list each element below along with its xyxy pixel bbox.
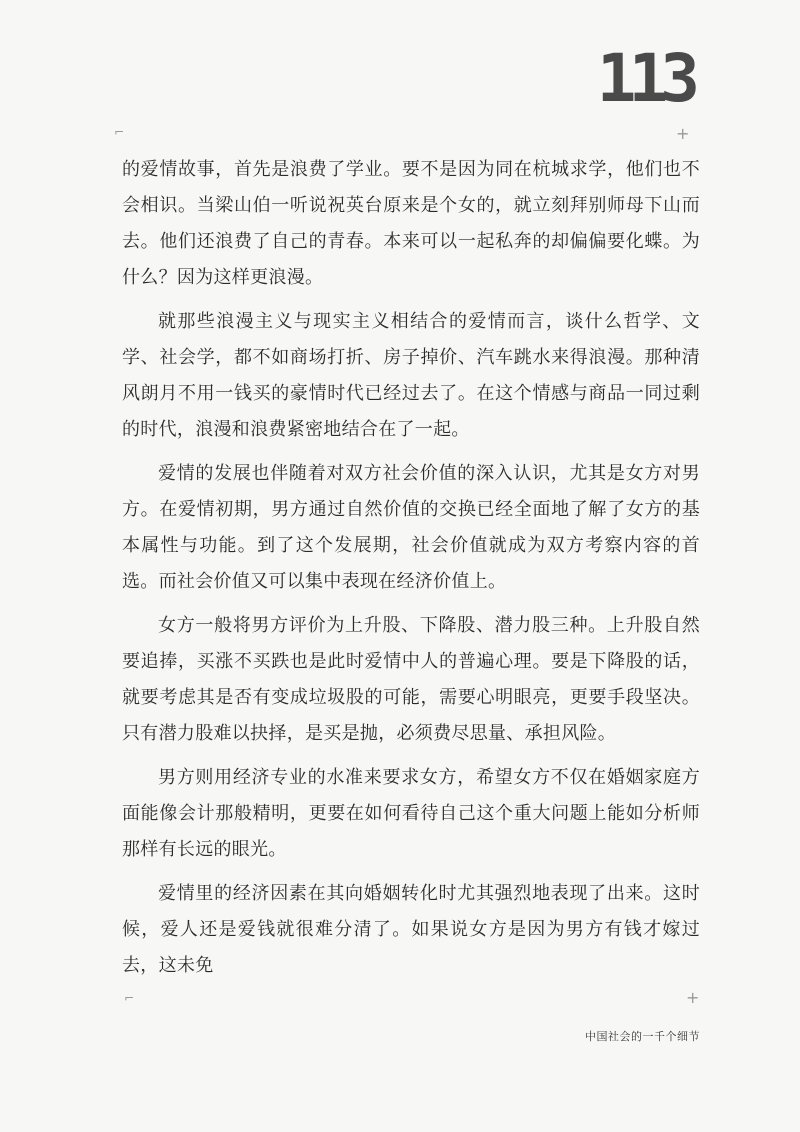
crop-mark-top-right-icon: + [676,124,690,143]
page-number: 113 [596,40,692,117]
paragraph: 爱情的发展也伴随着对双方社会价值的深入认识，尤其是女方对男方。在爱情初期，男方通过自然价值的交换已经全面地了解了女方的基本属性与功能。到了这个发展期，社会价值就成为双方考察内容的首选。而社会价值又可以集中表现在经济价值上。 [122,463,700,592]
body-text [122,152,700,984]
crop-mark-bottom-right-icon: + [686,988,700,1007]
crop-mark-top-left-icon: ⌐ [114,125,125,139]
paragraph: 爱情里的经济因素在其向婚姻转化时尤其强烈地表现了出来。这时候，爱人还是爱钱就很难分清了。如果说女方是因为男方有钱才嫁过去，这未免 [122,883,700,976]
paragraph: 女方一般将男方评价为上升股、下降股、潜力股三种。上升股自然要追捧，买涨不买跌也是此时爱情中人的普遍心理。要是下降股的话，就要考虑其是否有变成垃圾股的可能，需要心明眼亮，更要手段坚决。只有潜力股难以抉择，是买是抛，必须费尽思量、承担风险。 [122,615,700,744]
crop-mark-bottom-left-icon: ⌐ [124,991,135,1005]
paragraph: 男方则用经济专业的水准来要求女方，希望女方不仅在婚姻家庭方面能像会计那般精明，更要在如何看待自己这个重大问题上能如分析师那样有长远的眼光。 [122,767,700,860]
paragraph: 就那些浪漫主义与现实主义相结合的爱情而言，谈什么哲学、文学、社会学，都不如商场打折、房子掉价、汽车跳水来得浪漫。那种清风朗月不用一钱买的豪情时代已经过去了。在这个情感与商品一同过剩的时代，浪漫和浪费紧密地结合在了一起。 [122,311,700,440]
running-footer: 中国社会的一千个细节 [585,1030,700,1043]
paragraph: 的爱情故事，首先是浪费了学业。要不是因为同在杭城求学，他们也不会相识。当梁山伯一听说祝英台原来是个女的，就立刻拜别师母下山而去。他们还浪费了自己的青春。本来可以一起私奔的却偏偏要化蝶。为什么？因为这样更浪漫。 [122,159,700,288]
